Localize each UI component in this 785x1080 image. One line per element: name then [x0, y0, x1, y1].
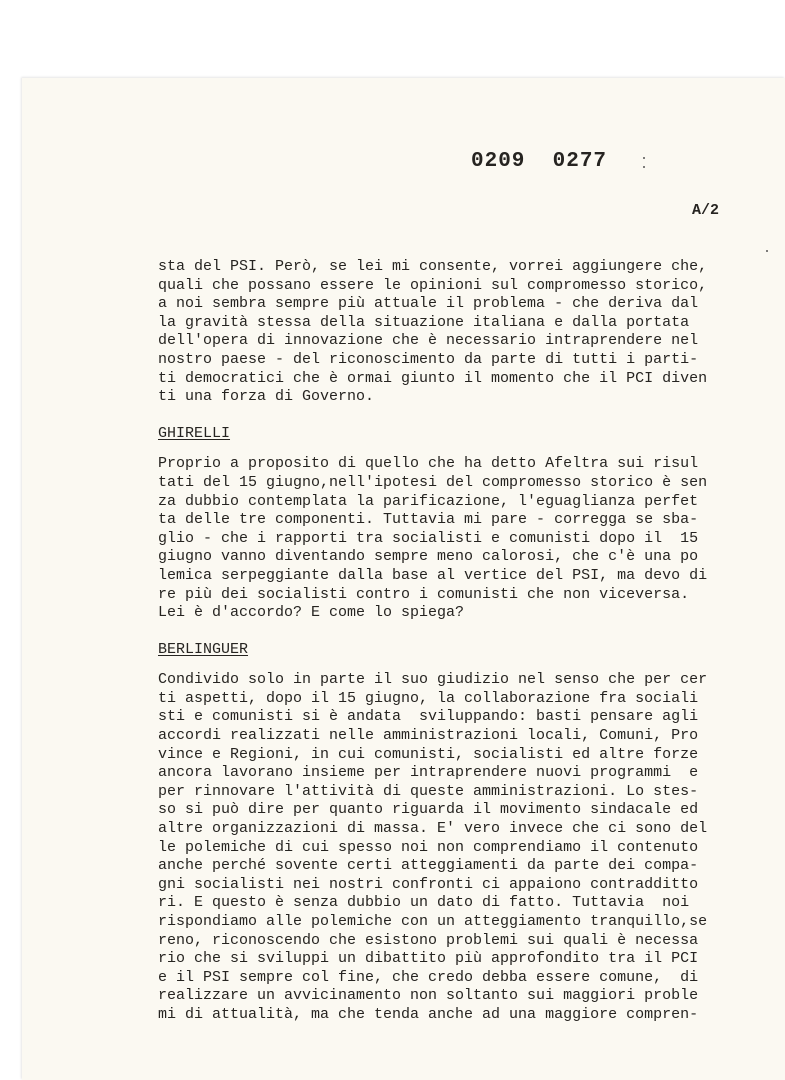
speaker-heading: GHIRELLI — [158, 424, 231, 442]
text-line: lemica serpeggiante dalla base al vertice del PSI, ma devo di — [158, 566, 708, 584]
text-line: a noi sembra sempre più attuale il problema - che deriva dal — [158, 295, 699, 313]
text-line: ta delle tre componenti. Tuttavia mi pare - corregga se sba- — [158, 511, 699, 529]
ink-speck — [643, 166, 645, 168]
text-line: sti e comunisti si è andata sviluppando: basti pensare agli — [158, 708, 699, 726]
ink-speck — [643, 157, 645, 159]
text-line: giugno vanno diventando sempre meno calorosi, che c'è una po — [158, 548, 699, 566]
text-line: Proprio a proposito di quello che ha detto Afeltra sui risul — [158, 455, 699, 473]
page-reference: A/2 — [692, 202, 720, 219]
text-line: so si può dire per quanto riguarda il movimento sindacale ed — [158, 801, 699, 819]
text-line: nostro paese - del riconoscimento da parte di tutti i parti- — [158, 350, 699, 368]
text-line: altre organizzazioni di massa. E' vero invece che ci sono del — [158, 820, 708, 838]
paragraph — [158, 455, 728, 622]
text-line: glio - che i rapporti tra socialisti e comunisti dopo il 15 — [158, 529, 699, 547]
text-line: rio che si sviluppi un dibattito più approfondito tra il PCI — [158, 950, 699, 968]
text-line: ti una forza di Governo. — [158, 388, 375, 406]
text-line: quali che possano essere le opinioni sul compromesso storico, — [158, 276, 708, 294]
text-line: per rinnovare l'attività di queste amministrazioni. Lo stes- — [158, 782, 699, 800]
text-line: ancora lavorano insieme per intraprendere nuovi programmi e — [158, 764, 699, 782]
text-line: gni socialisti nei nostri confronti ci appaiono contradditto — [158, 875, 699, 893]
text-line: re più dei socialisti contro i comunisti che non viceversa. — [158, 585, 690, 603]
transcript-body — [158, 258, 728, 1025]
text-line: Lei è d'accordo? E come lo spiega? — [158, 604, 465, 622]
text-line: tati del 15 giugno,nell'ipotesi del compromesso storico è sen — [158, 473, 708, 491]
speaker-heading-wrap — [158, 425, 728, 444]
text-line: ti democratici che è ormai giunto il momento che il PCI diven — [158, 369, 708, 387]
text-line: anche perché sovente certi atteggiamenti da parte dei compa- — [158, 857, 699, 875]
text-line: reno, riconoscendo che esistono problemi sui quali è necessa — [158, 931, 699, 949]
ink-speck — [766, 250, 768, 252]
speaker-heading: BERLINGUER — [158, 640, 249, 658]
text-line: za dubbio contemplata la parificazione, l'eguaglianza perfet — [158, 492, 699, 510]
text-line: ti aspetti, dopo il 15 giugno, la collaborazione fra sociali — [158, 689, 699, 707]
text-line: dell'opera di innovazione che è necessario intraprendere nel — [158, 332, 699, 350]
text-line: accordi realizzati nelle amministrazioni locali, Comuni, Pro — [158, 727, 699, 745]
text-line: la gravità stessa della situazione italiana e dalla portata — [158, 313, 690, 331]
text-line: rispondiamo alle polemiche con un atteggiamento tranquillo,se — [158, 913, 708, 930]
document-code: 0209 0277 — [471, 150, 608, 173]
text-line: Condivido solo in parte il suo giudizio nel senso che per cer — [158, 671, 708, 689]
paragraph — [158, 671, 728, 1024]
text-line: vince e Regioni, in cui comunisti, socialisti ed altre forze — [158, 745, 699, 763]
text-line: le polemiche di cui spesso noi non comprendiamo il contenuto — [158, 838, 699, 856]
text-line: ri. E questo è senza dubbio un dato di fatto. Tuttavia noi — [158, 894, 690, 912]
text-line: realizzare un avvicinamento non soltanto sui maggiori proble — [158, 987, 699, 1005]
text-line: e il PSI sempre col fine, che credo debba essere comune, di — [158, 968, 699, 986]
text-line: sta del PSI. Però, se lei mi consente, vorrei aggiungere che, — [158, 258, 708, 275]
paragraph — [158, 258, 728, 407]
speaker-heading-wrap — [158, 641, 728, 660]
text-line: mi di attualità, ma che tenda anche ad una maggiore compren- — [158, 1005, 699, 1023]
